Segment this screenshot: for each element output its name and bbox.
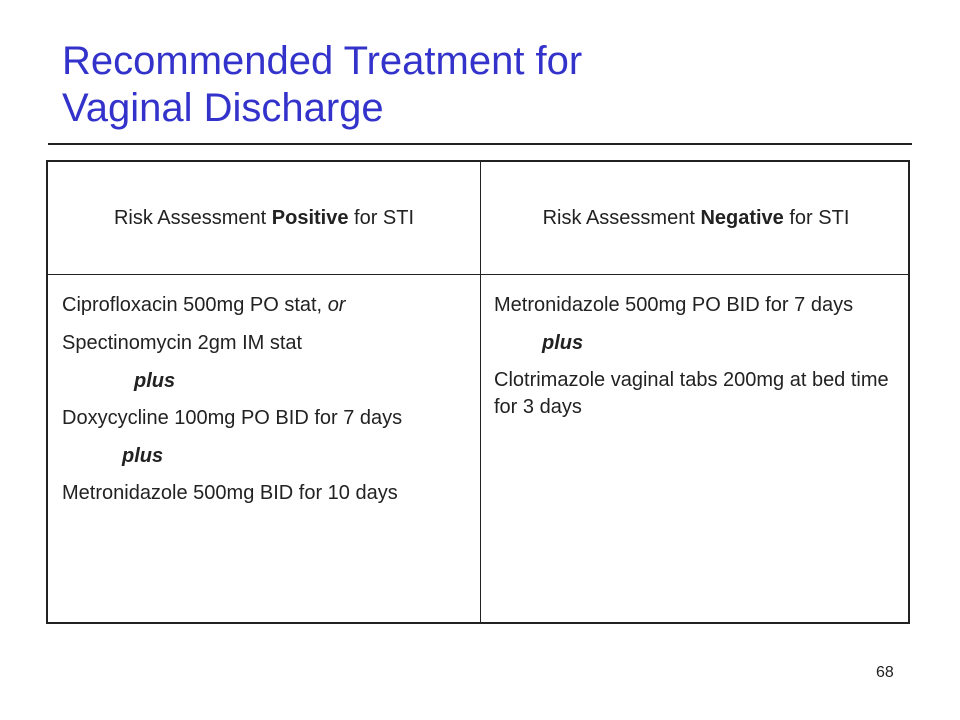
header-divider xyxy=(48,274,908,275)
metronidazole-line: Metronidazole 500mg BID for 10 days xyxy=(62,482,398,504)
title-line-1: Recommended Treatment for xyxy=(62,39,583,83)
metronidazole-line: Metronidazole 500mg PO BID for 7 days xyxy=(494,294,854,316)
plus-connector: plus xyxy=(134,370,176,392)
header-negative-prefix: Risk Assessment xyxy=(542,207,701,229)
slide-title xyxy=(62,38,922,132)
ciprofloxacin-line xyxy=(62,292,468,319)
spectinomycin-line: Spectinomycin 2gm IM stat xyxy=(62,332,303,354)
title-divider xyxy=(48,143,912,145)
header-positive-suffix: for STI xyxy=(348,207,415,229)
plus-connector: plus xyxy=(542,332,584,354)
treatment-table xyxy=(46,160,910,624)
header-positive-prefix: Risk Assessment xyxy=(113,207,272,229)
header-negative xyxy=(480,162,912,274)
header-negative-suffix: for STI xyxy=(783,207,850,229)
title-line-2: Vaginal Discharge xyxy=(62,86,384,130)
page-number: 68 xyxy=(876,664,894,681)
plus-connector: plus xyxy=(122,445,164,467)
header-positive-emphasis: Positive xyxy=(271,207,349,229)
ciprofloxacin-text: Ciprofloxacin 500mg PO stat, xyxy=(62,294,328,316)
positive-treatment-cell xyxy=(62,292,468,518)
header-negative-emphasis: Negative xyxy=(700,207,784,229)
header-negative-text xyxy=(543,203,850,233)
header-positive-text xyxy=(114,203,414,233)
clotrimazole-line: Clotrimazole vaginal tabs 200mg at bed time for 3 days xyxy=(494,369,889,418)
or-connector: or xyxy=(327,294,346,316)
header-positive xyxy=(48,162,480,274)
doxycycline-line: Doxycycline 100mg PO BID for 7 days xyxy=(62,407,403,429)
negative-treatment-cell xyxy=(494,292,904,432)
